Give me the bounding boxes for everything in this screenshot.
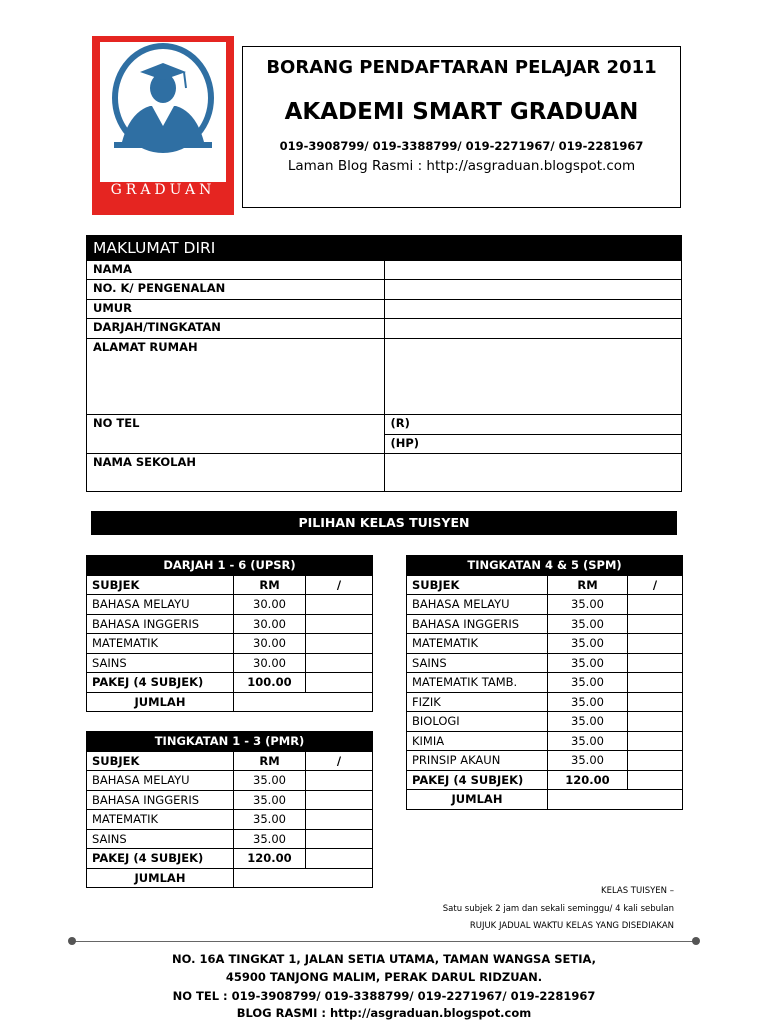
label-ic: NO. K/ PENGENALAN [87, 280, 385, 300]
table-row [407, 673, 683, 693]
rm-cell: 30.00 [234, 595, 306, 615]
jumlah-field[interactable] [548, 790, 683, 810]
divider-dot-left [68, 937, 76, 945]
table-row [407, 653, 683, 673]
field-darjah[interactable] [384, 319, 682, 339]
logo-emblem [100, 42, 226, 182]
col-subject: SUBJEK [407, 575, 548, 595]
col-rm: RM [234, 751, 306, 771]
tick-cell[interactable] [306, 614, 373, 634]
subject-cell: BIOLOGI [407, 712, 548, 732]
pmr-title: TINGKATAN 1 - 3 (PMR) [87, 732, 373, 752]
upsr-title: DARJAH 1 - 6 (UPSR) [87, 556, 373, 576]
subject-cell: BAHASA MELAYU [87, 595, 234, 615]
label-alamat: ALAMAT RUMAH [87, 339, 385, 415]
rm-cell: 35.00 [234, 829, 306, 849]
tick-cell[interactable] [628, 692, 683, 712]
tick-cell[interactable] [628, 751, 683, 771]
jumlah-field[interactable] [234, 868, 373, 888]
table-row [87, 790, 373, 810]
col-subject: SUBJEK [87, 575, 234, 595]
tick-cell[interactable] [628, 634, 683, 654]
rm-cell: 30.00 [234, 653, 306, 673]
table-row [407, 751, 683, 771]
subject-cell: MATEMATIK [87, 810, 234, 830]
col-tick: / [306, 575, 373, 595]
field-nama[interactable] [384, 261, 682, 280]
subject-cell: SAINS [407, 653, 548, 673]
label-tel: NO TEL [87, 415, 385, 454]
rm-cell: 35.00 [548, 731, 628, 751]
col-tick: / [306, 751, 373, 771]
tick-cell[interactable] [306, 790, 373, 810]
table-row [87, 771, 373, 791]
note-refer-timetable: RUJUK JADUAL WAKTU KELAS YANG DISEDIAKAN [469, 921, 674, 931]
rm-cell: 35.00 [234, 810, 306, 830]
academy-name: AKADEMI SMART GRADUAN [284, 99, 639, 125]
form-title: BORANG PENDAFTARAN PELAJAR 2011 [266, 57, 657, 78]
rm-cell: 35.00 [548, 653, 628, 673]
tick-cell[interactable] [628, 731, 683, 751]
subject-cell: BAHASA MELAYU [87, 771, 234, 791]
rm-cell: 30.00 [234, 614, 306, 634]
table-row [407, 712, 683, 732]
tick-cell[interactable] [628, 595, 683, 615]
rm-cell: 35.00 [234, 771, 306, 791]
subject-cell: PRINSIP AKAUN [407, 751, 548, 771]
jumlah-field[interactable] [234, 692, 373, 712]
tick-cell[interactable] [628, 770, 683, 790]
logo-name-line2: GRADUAN [110, 182, 216, 198]
tick-cell[interactable] [306, 595, 373, 615]
table-row [407, 731, 683, 751]
jumlah-row [87, 868, 373, 888]
tick-cell[interactable] [628, 614, 683, 634]
subject-cell: FIZIK [407, 692, 548, 712]
col-subject: SUBJEK [87, 751, 234, 771]
label-darjah: DARJAH/TINGKATAN [87, 319, 385, 339]
subject-cell: MATEMATIK [407, 634, 548, 654]
pakej-row [87, 849, 373, 869]
label-sekolah: NAMA SEKOLAH [87, 454, 385, 492]
table-row [87, 595, 373, 615]
rm-cell: 35.00 [548, 751, 628, 771]
subject-cell: SAINS [87, 653, 234, 673]
subject-cell: SAINS [87, 829, 234, 849]
table-row [407, 614, 683, 634]
tick-cell[interactable] [306, 673, 373, 693]
col-rm: RM [548, 575, 628, 595]
pakej-label: PAKEJ (4 SUBJEK) [87, 849, 234, 869]
header-blog: Laman Blog Rasmi : http://asgraduan.blogspot.com [287, 158, 636, 174]
field-alamat[interactable] [384, 339, 682, 415]
personal-info-heading: MAKLUMAT DIRI [87, 236, 682, 261]
rm-cell: 35.00 [548, 595, 628, 615]
footer-phones: NO TEL : 019-3908799/ 019-3388799/ 019-2271967/ 019-2281967 [172, 989, 596, 1003]
subject-cell: MATEMATIK [87, 634, 234, 654]
footer-blog: BLOG RASMI : http://asgraduan.blogspot.com [236, 1006, 532, 1020]
label-nama: NAMA [87, 261, 385, 280]
col-tick: / [628, 575, 683, 595]
header-phones: 019-3908799/ 019-3388799/ 019-2271967/ 019-2281967 [279, 139, 644, 153]
note-schedule: Satu subjek 2 jam dan sekali seminggu/ 4 kali sebulan [442, 904, 674, 914]
tick-cell[interactable] [628, 653, 683, 673]
pilihan-heading: PILIHAN KELAS TUISYEN [91, 511, 677, 535]
rm-cell: 35.00 [548, 614, 628, 634]
academy-logo [92, 36, 234, 215]
field-tel-r[interactable]: (R) [384, 415, 682, 435]
subject-cell: BAHASA MELAYU [407, 595, 548, 615]
field-ic[interactable] [384, 280, 682, 300]
spm-table [406, 555, 683, 810]
note-kelas-tuisyen: KELAS TUISYEN – [601, 886, 674, 896]
table-row [407, 595, 683, 615]
subject-cell: BAHASA INGGERIS [87, 614, 234, 634]
subject-cell: BAHASA INGGERIS [407, 614, 548, 634]
subject-cell: BAHASA INGGERIS [87, 790, 234, 810]
tick-cell[interactable] [306, 829, 373, 849]
field-sekolah[interactable] [384, 454, 682, 492]
label-umur: UMUR [87, 300, 385, 319]
jumlah-label: JUMLAH [87, 868, 234, 888]
divider-dot-right [692, 937, 700, 945]
table-row [87, 829, 373, 849]
rm-cell: 35.00 [548, 673, 628, 693]
table-row [87, 653, 373, 673]
jumlah-row [407, 790, 683, 810]
jumlah-label: JUMLAH [407, 790, 548, 810]
logo-name-line1: AKADEMI SMART [106, 163, 220, 177]
personal-info-table [86, 235, 682, 492]
pakej-label: PAKEJ (4 SUBJEK) [87, 673, 234, 693]
tick-cell[interactable] [628, 673, 683, 693]
rm-cell: 30.00 [234, 634, 306, 654]
pakej-row [87, 673, 373, 693]
rm-cell: 35.00 [548, 634, 628, 654]
table-row [87, 614, 373, 634]
tick-cell[interactable] [306, 771, 373, 791]
header-box [242, 46, 681, 208]
pakej-rm: 100.00 [234, 673, 306, 693]
field-umur[interactable] [384, 300, 682, 319]
subject-cell: MATEMATIK TAMB. [407, 673, 548, 693]
footer-address-line1: NO. 16A TINGKAT 1, JALAN SETIA UTAMA, TAMAN WANGSA SETIA, [172, 952, 596, 966]
upsr-table [86, 555, 373, 712]
pakej-label: PAKEJ (4 SUBJEK) [407, 770, 548, 790]
table-row [407, 692, 683, 712]
tick-cell[interactable] [306, 653, 373, 673]
spm-title: TINGKATAN 4 & 5 (SPM) [407, 556, 683, 576]
col-rm: RM [234, 575, 306, 595]
table-row [407, 634, 683, 654]
pakej-row [407, 770, 683, 790]
rm-cell: 35.00 [548, 692, 628, 712]
footer-address-line2: 45900 TANJONG MALIM, PERAK DARUL RIDZUAN. [225, 970, 543, 984]
rm-cell: 35.00 [548, 712, 628, 732]
pakej-rm: 120.00 [234, 849, 306, 869]
jumlah-row [87, 692, 373, 712]
pakej-rm: 120.00 [548, 770, 628, 790]
graduate-icon [100, 42, 226, 160]
subject-cell: KIMIA [407, 731, 548, 751]
tick-cell[interactable] [306, 810, 373, 830]
tick-cell[interactable] [628, 712, 683, 732]
jumlah-label: JUMLAH [87, 692, 234, 712]
tick-cell[interactable] [306, 634, 373, 654]
field-tel-hp[interactable]: (HP) [384, 435, 682, 454]
rm-cell: 35.00 [234, 790, 306, 810]
table-row [87, 634, 373, 654]
table-row [87, 810, 373, 830]
pmr-table [86, 731, 373, 888]
tick-cell[interactable] [306, 849, 373, 869]
footer-divider [72, 941, 696, 942]
